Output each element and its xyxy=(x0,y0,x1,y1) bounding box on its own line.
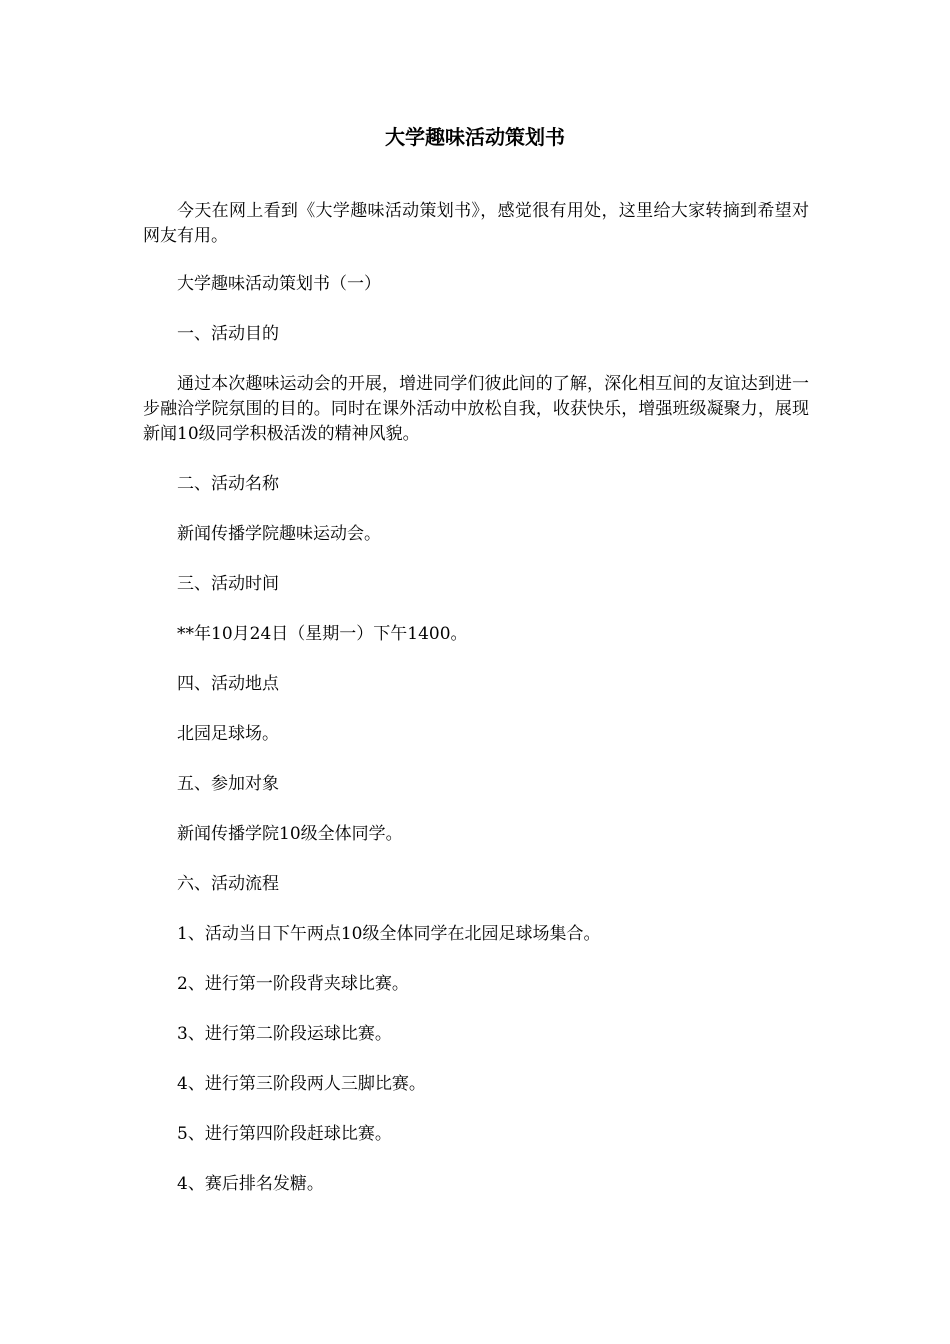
section-heading-name: 二、活动名称 xyxy=(177,474,279,494)
intro-paragraph: 今天在网上看到《大学趣味活动策划书》，感觉很有用处，这里给大家转摘到希望对网友有用。 xyxy=(143,201,809,246)
time-paragraph: **年10月24日（星期一）下午1400。 xyxy=(177,624,468,644)
section-heading-process: 六、活动流程 xyxy=(177,874,279,894)
process-step: 2、进行第一阶段背夹球比赛。 xyxy=(177,974,409,994)
section-heading-participants: 五、参加对象 xyxy=(177,774,279,794)
purpose-paragraph: 通过本次趣味运动会的开展，增进同学们彼此间的了解，深化相互间的友谊达到进一步融洽学院氛围的目的。同时在课外活动中放松自我，收获快乐，增强班级凝聚力，展现新闻10级同学积极活泼的精神风貌。 xyxy=(143,374,809,444)
participants-paragraph: 新闻传播学院10级全体同学。 xyxy=(177,824,403,844)
subtitle-paragraph: 大学趣味活动策划书（一） xyxy=(177,274,381,294)
process-step: 1、活动当日下午两点10级全体同学在北园足球场集合。 xyxy=(177,924,601,944)
process-step: 4、进行第三阶段两人三脚比赛。 xyxy=(177,1074,426,1094)
name-paragraph: 新闻传播学院趣味运动会。 xyxy=(177,524,381,544)
section-heading-purpose: 一、活动目的 xyxy=(177,324,279,344)
document-title: 大学趣味活动策划书 xyxy=(385,125,565,149)
process-step: 3、进行第二阶段运球比赛。 xyxy=(177,1024,392,1044)
process-step: 4、赛后排名发糖。 xyxy=(177,1174,324,1194)
section-heading-time: 三、活动时间 xyxy=(177,574,279,594)
process-step: 5、进行第四阶段赶球比赛。 xyxy=(177,1124,392,1144)
section-heading-location: 四、活动地点 xyxy=(177,674,279,694)
location-paragraph: 北园足球场。 xyxy=(177,724,279,744)
